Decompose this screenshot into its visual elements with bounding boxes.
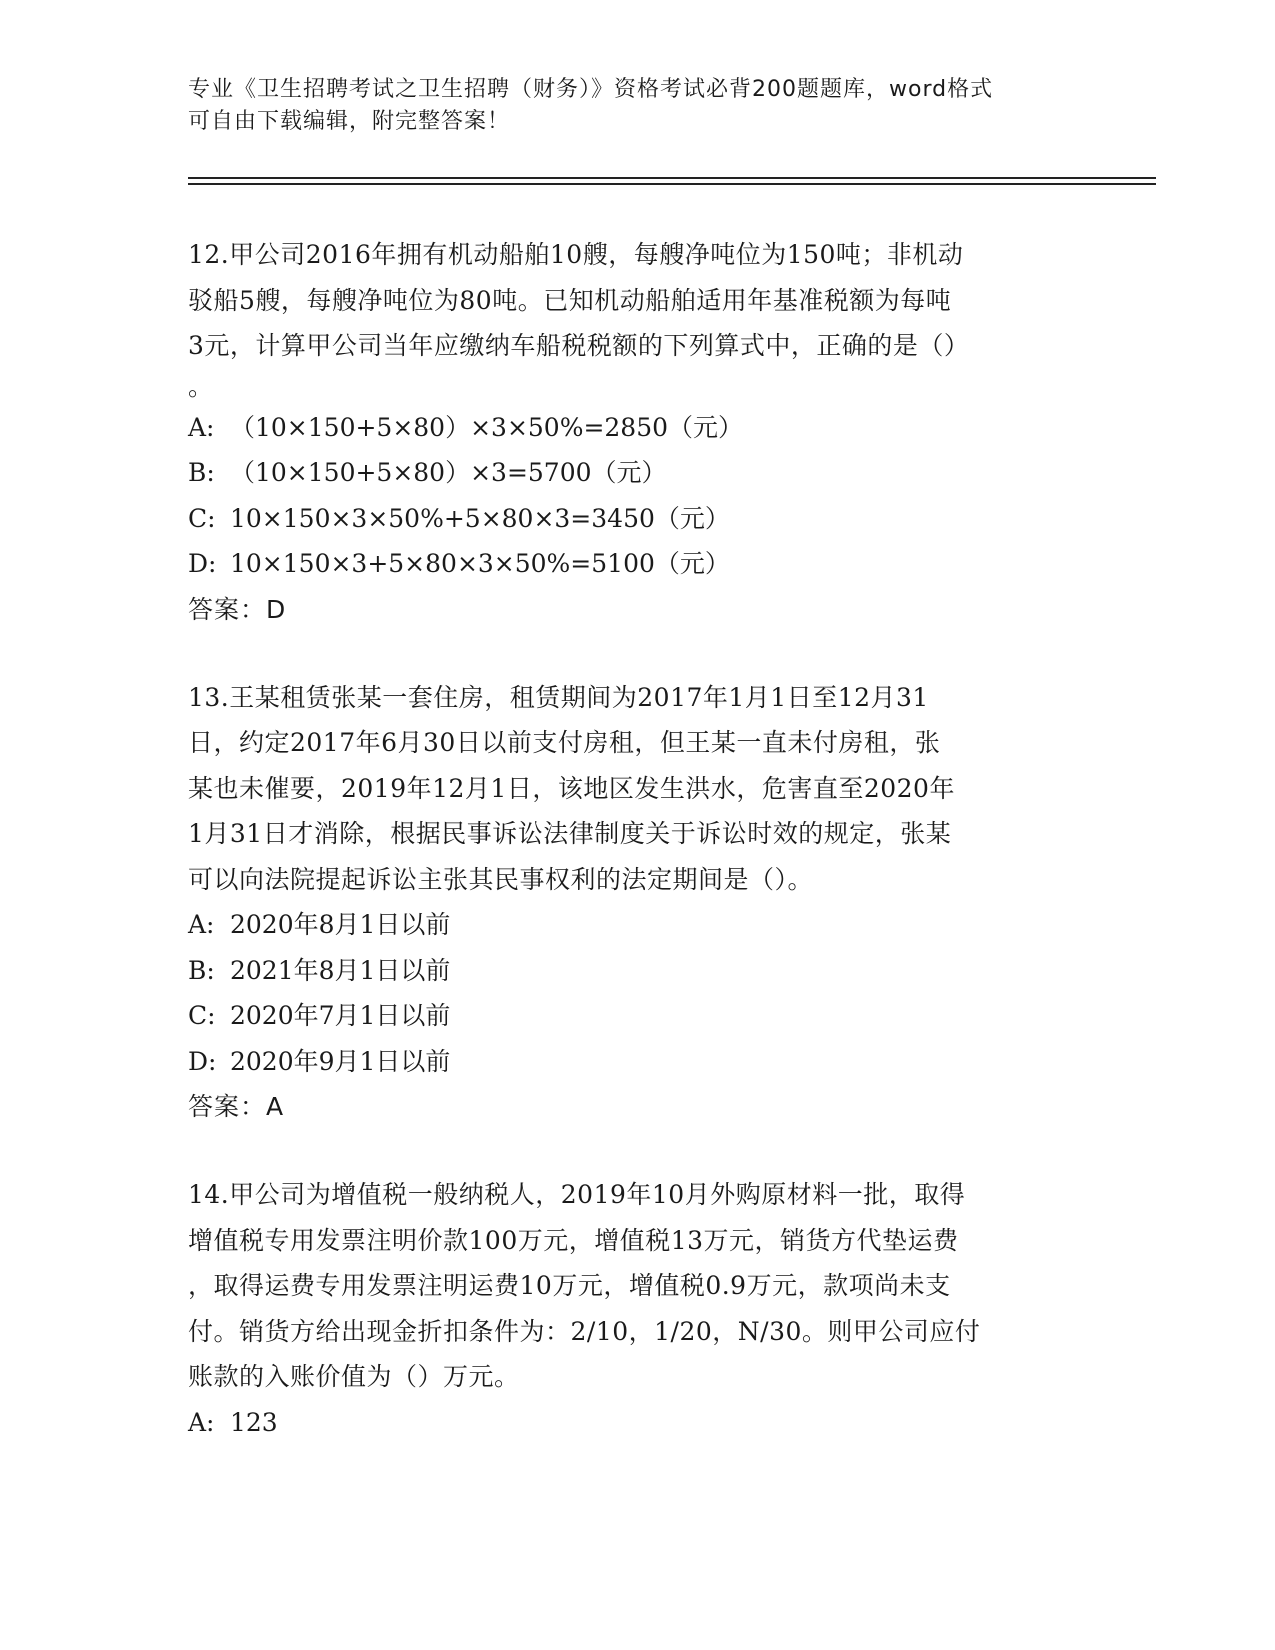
option-text: 10×150×3+5×80×3×50%=5100（元） — [230, 549, 730, 578]
stem-line: 1月31日才消除，根据民事诉讼法律制度关于诉讼时效的规定，张某 — [188, 819, 952, 848]
header-divider-bottom — [188, 183, 1156, 185]
option-key: A: — [188, 1407, 215, 1437]
option-text: （10×150+5×80）×3×50%=2850（元） — [230, 412, 744, 442]
option-key: B: — [188, 955, 215, 985]
stem-line: 12.甲公司2016年拥有机动船舶10艘，每艘净吨位为150吨；非机动 — [188, 240, 964, 269]
answer-label: 答案：A — [188, 1092, 285, 1121]
question-14 — [188, 1172, 1088, 1445]
option-key: C: — [188, 1001, 216, 1030]
option-text: 10×150×3×50%+5×80×3=3450（元） — [230, 503, 730, 533]
option-c — [188, 496, 1088, 542]
option-b — [188, 450, 1088, 496]
option-text: 2021年8月1日以前 — [230, 955, 451, 985]
option-key: A: — [188, 910, 215, 939]
stem-line: 账款的入账价值为（）万元。 — [188, 1362, 520, 1391]
option-text: 2020年8月1日以前 — [230, 910, 451, 939]
option-a — [188, 902, 1088, 948]
option-a — [188, 405, 1088, 451]
option-text: 2020年7月1日以前 — [230, 1001, 451, 1030]
stem-line: 。 — [188, 371, 214, 401]
question-stem — [188, 1172, 1088, 1400]
option-text: （10×150+5×80）×3=5700（元） — [230, 458, 667, 487]
option-d — [188, 541, 1088, 587]
header-divider-top — [188, 177, 1156, 179]
question-list — [188, 232, 1088, 1487]
header-line-1: 专业《卫生招聘考试之卫生招聘（财务）》资格考试必背200题题库，word格式 — [188, 77, 994, 102]
stem-line: 某也未催要，2019年12月1日，该地区发生洪水，危害直至2020年 — [188, 773, 955, 803]
question-13 — [188, 675, 1088, 1131]
option-text: 2020年9月1日以前 — [230, 1046, 451, 1076]
question-stem — [188, 232, 1088, 405]
option-key: B: — [188, 458, 215, 487]
option-key: D: — [188, 1046, 217, 1076]
question-12 — [188, 232, 1088, 633]
stem-line: 14.甲公司为增值税一般纳税人，2019年10月外购原材料一批，取得 — [188, 1180, 966, 1209]
document-header — [188, 74, 1068, 138]
header-line-2: 可自由下载编辑，附完整答案！ — [188, 109, 511, 134]
stem-line: 3元，计算甲公司当年应缴纳车船税税额的下列算式中，正确的是（） — [188, 331, 970, 360]
option-key: C: — [188, 503, 216, 533]
option-b — [188, 948, 1088, 994]
stem-line: 日，约定2017年6月30日以前支付房租，但王某一直未付房租，张 — [188, 728, 941, 757]
option-key: D: — [188, 549, 217, 578]
stem-line: ，取得运费专用发票注明运费10万元，增值税0.9万元，款项尚未支 — [188, 1271, 951, 1300]
option-a — [188, 1400, 1088, 1446]
stem-line: 13.王某租赁张某一套住房，租赁期间为2017年1月1日至12月31 — [188, 682, 929, 712]
stem-line: 可以向法院提起诉讼主张其民事权利的法定期间是（）。 — [188, 864, 814, 894]
stem-line: 驳船5艘，每艘净吨位为80吨。已知机动船舶适用年基准税额为每吨 — [188, 285, 952, 315]
option-text: 123 — [230, 1407, 278, 1437]
option-key: A: — [188, 412, 215, 442]
answer-label: 答案：D — [188, 594, 287, 624]
option-c — [188, 993, 1088, 1039]
option-d — [188, 1039, 1088, 1085]
question-stem — [188, 675, 1088, 903]
stem-line: 增值税专用发票注明价款100万元，增值税13万元，销货方代垫运费 — [188, 1225, 959, 1255]
stem-line: 付。销货方给出现金折扣条件为：2/10，1/20，N/30。则甲公司应付 — [188, 1316, 981, 1346]
